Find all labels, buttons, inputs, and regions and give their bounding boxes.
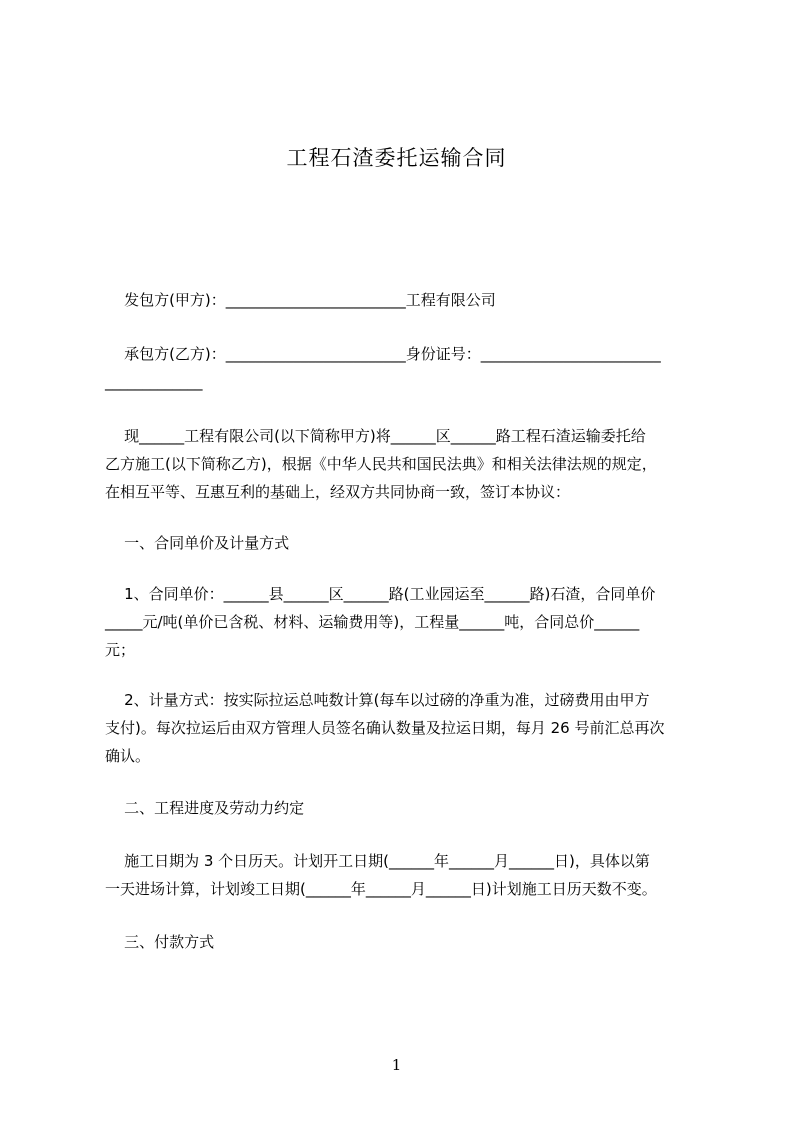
preamble-line-2: 乙方施工(以下简称乙方)，根据《中华人民共和国民法典》和相关法律法规的规定，	[105, 455, 657, 473]
clause-1-1-line-1: 1、合同单价：______县______区______路(工业园运至______路)石渣，合同单价	[105, 585, 656, 603]
party-a-line: 发包方(甲方)：________________________工程有限公司	[105, 291, 496, 309]
preamble-line-3: 在相互平等、互惠互利的基础上，经双方共同协商一致，签订本协议：	[105, 483, 571, 501]
clause-1-2-line-3: 确认。	[105, 747, 151, 765]
section-3-heading: 三、付款方式	[105, 933, 215, 951]
schedule-line-1: 施工日期为 3 个日历天。计划开工日期(______年______月______日)，具体以第	[105, 852, 650, 870]
clause-1-1-line-3: 元；	[105, 641, 136, 659]
schedule-line-2: 一天进场计算，计划竣工日期(______年______月______日)计划施工日历天数不变。	[105, 880, 657, 898]
section-1-heading: 一、合同单价及计量方式	[105, 534, 290, 552]
contract-title: 工程石渣委托运输合同	[286, 146, 507, 170]
preamble-line-1: 现______工程有限公司(以下简称甲方)将______区______路工程石渣运输委托给	[105, 427, 646, 445]
section-2-heading: 二、工程进度及劳动力约定	[105, 799, 305, 817]
page-number: 1	[391, 1056, 402, 1074]
party-b-line-continued: _____________	[105, 373, 203, 391]
clause-1-1-line-2: _____元/吨(单价已含税、材料、运输费用等)，工程量______吨，合同总价______	[105, 613, 640, 631]
party-b-line: 承包方(乙方)：________________________身份证号：________________________	[105, 345, 661, 363]
clause-1-2-line-1: 2、计量方式：按实际拉运总吨数计算(每车以过磅的净重为准，过磅费用由甲方	[105, 691, 650, 709]
clause-1-2-line-2: 支付)。每次拉运后由双方管理人员签名确认数量及拉运日期，每月 26 号前汇总再次	[105, 719, 665, 737]
